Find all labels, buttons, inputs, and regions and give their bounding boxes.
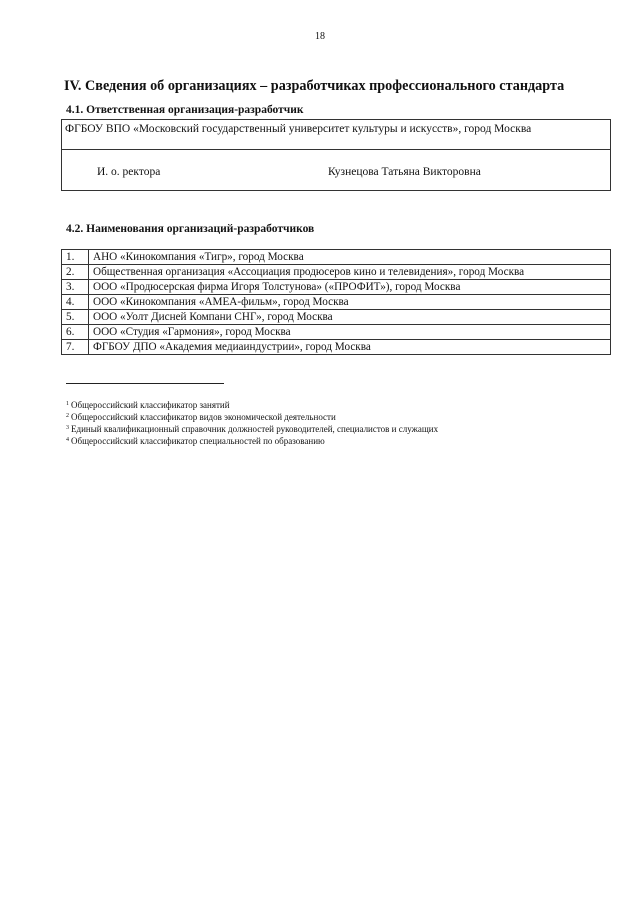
org-name: ООО «Продюсерская фирма Игоря Толстунова» («ПРОФИТ»), город Москва [89, 280, 611, 295]
footnote [66, 435, 438, 447]
page-number: 18 [315, 31, 325, 42]
org-name: ООО «Кинокомпания «АМЕА-фильм», город Москва [89, 295, 611, 310]
footnote-text: Общероссийский классификатор специальностей по образованию [71, 436, 325, 446]
footnote [66, 423, 438, 435]
row-number: 2. [62, 265, 89, 280]
row-number: 4. [62, 295, 89, 310]
table-row [62, 310, 611, 325]
table-row [62, 280, 611, 295]
developer-orgs-heading: 4.2. Наименования организаций-разработчиков [66, 223, 315, 235]
section-title: IV. Сведения об организациях – разработчиках профессионального стандарта [64, 78, 565, 94]
footnote-mark: 4 [66, 437, 69, 443]
row-number: 7. [62, 340, 89, 355]
footnote-text: Общероссийский классификатор занятий [71, 400, 230, 410]
row-number: 6. [62, 325, 89, 340]
footnote-separator [66, 383, 224, 384]
footnote [66, 399, 438, 411]
footnote-text: Единый квалификационный справочник должностей руководителей, специалистов и служащих [71, 424, 439, 434]
org-name: ООО «Уолт Дисней Компани СНГ», город Москва [89, 310, 611, 325]
responsible-org-name: ФГБОУ ВПО «Московский государственный университет культуры и искусств», город Москва [65, 123, 532, 135]
responsible-position: И. о. ректора [97, 166, 161, 178]
table-row [62, 250, 611, 265]
responsible-org-divider [62, 149, 610, 150]
table-row [62, 340, 611, 355]
org-name: АНО «Кинокомпания «Тигр», город Москва [89, 250, 611, 265]
row-number: 3. [62, 280, 89, 295]
developer-orgs-table [61, 249, 611, 355]
table-row [62, 295, 611, 310]
row-number: 5. [62, 310, 89, 325]
org-name: Общественная организация «Ассоциация продюсеров кино и телевидения», город Москва [89, 265, 611, 280]
table-row [62, 265, 611, 280]
responsible-org-heading: 4.1. Ответственная организация-разработчик [66, 104, 304, 116]
org-name: ООО «Студия «Гармония», город Москва [89, 325, 611, 340]
responsible-person-name: Кузнецова Татьяна Викторовна [328, 166, 481, 178]
table-row [62, 325, 611, 340]
footnote-mark: 2 [66, 413, 69, 419]
footnotes [66, 399, 438, 447]
footnote [66, 411, 438, 423]
org-name: ФГБОУ ДПО «Академия медиаиндустрии», город Москва [89, 340, 611, 355]
row-number: 1. [62, 250, 89, 265]
footnote-text: Общероссийский классификатор видов экономической деятельности [71, 412, 336, 422]
footnote-mark: 3 [66, 425, 69, 431]
responsible-org-box [61, 119, 611, 191]
footnote-mark: 1 [66, 401, 69, 407]
